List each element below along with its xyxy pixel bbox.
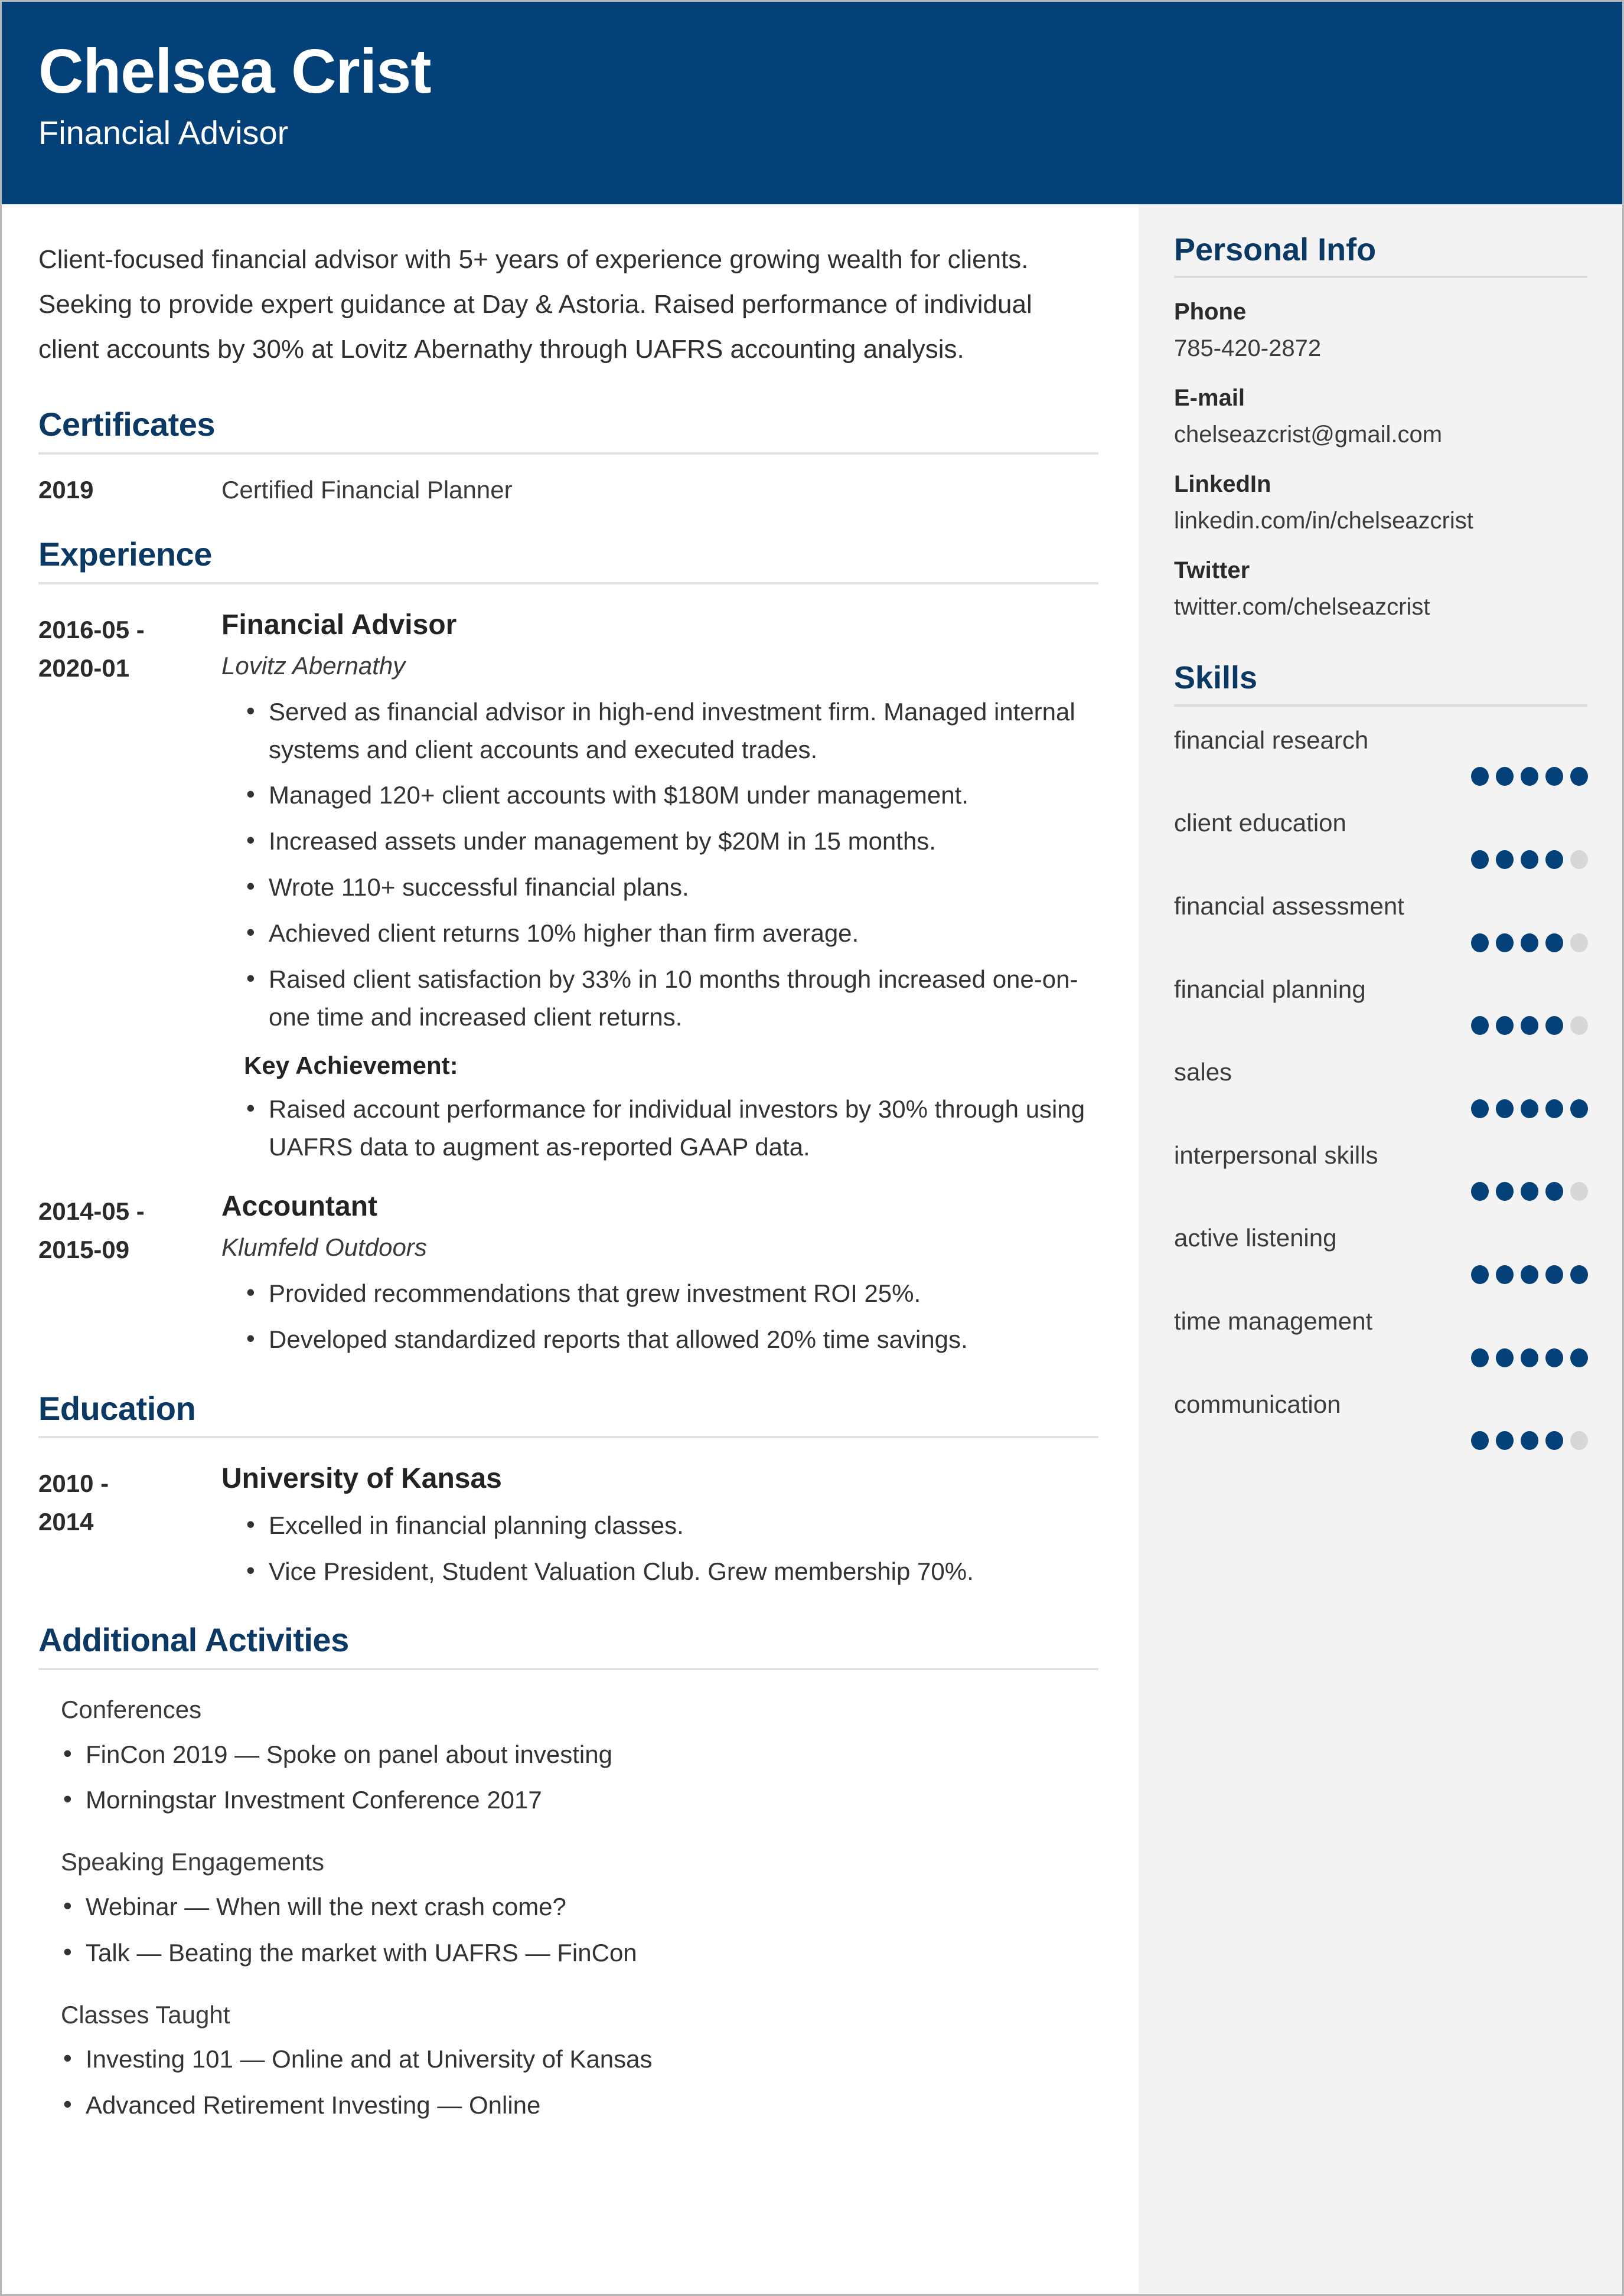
rating-dot-filled xyxy=(1471,1016,1489,1035)
section-divider xyxy=(38,1668,1098,1670)
section-title-experience: Experience xyxy=(38,535,212,573)
rating-dot-filled xyxy=(1471,1431,1489,1450)
info-value[interactable]: linkedin.com/in/chelseazcrist xyxy=(1174,508,1473,534)
list-item: • Served as financial advisor in high-end investment firm. Managed internal systems and client accounts and executed trades. xyxy=(244,693,1098,769)
rating-dot-filled xyxy=(1545,1182,1563,1201)
skill-name: active listening xyxy=(1174,1224,1337,1252)
rating-dot-filled xyxy=(1521,850,1538,869)
rating-dot-filled xyxy=(1496,767,1514,786)
info-label: E-mail xyxy=(1174,385,1245,411)
info-field-phone xyxy=(1174,296,1589,364)
activity-group-conferences xyxy=(38,1694,1098,1819)
skill-row xyxy=(1174,1056,1589,1118)
list-item: • Webinar — When will the next crash come? xyxy=(61,1888,1098,1926)
skill-rating xyxy=(1174,1016,1589,1035)
info-value[interactable]: twitter.com/chelseazcrist xyxy=(1174,594,1430,620)
rating-dot-filled xyxy=(1545,767,1563,786)
activity-group-speaking-engagements xyxy=(38,1846,1098,1971)
section-experience xyxy=(38,536,1098,1358)
company-name: Klumfeld Outdoors xyxy=(221,1233,427,1262)
skill-row xyxy=(1174,1389,1589,1451)
date-start: 2010 - xyxy=(38,1469,109,1498)
resume-body xyxy=(2,204,1624,2296)
education-dates xyxy=(38,1462,221,1590)
section-title-education: Education xyxy=(38,1389,196,1427)
activity-list xyxy=(61,1736,1098,1820)
rating-dot-filled xyxy=(1496,1265,1514,1284)
resume-header xyxy=(2,2,1624,204)
date-end: 2020-01 xyxy=(38,654,130,682)
rating-dot-filled xyxy=(1570,1099,1588,1118)
info-value[interactable]: 785-420-2872 xyxy=(1174,335,1322,362)
skill-name: client education xyxy=(1174,809,1346,837)
key-achievement-label: Key Achievement: xyxy=(244,1051,458,1080)
list-item: • Provided recommendations that grew investment ROI 25%. xyxy=(244,1275,1098,1312)
info-field-linkedin xyxy=(1174,468,1589,537)
rating-dot-filled xyxy=(1471,1182,1489,1201)
key-achievement-list xyxy=(221,1090,1098,1166)
rating-dot-filled xyxy=(1570,1265,1588,1284)
skill-row xyxy=(1174,890,1589,952)
rating-dot-filled xyxy=(1496,850,1514,869)
company-name: Lovitz Abernathy xyxy=(221,652,406,680)
experience-details xyxy=(221,608,1098,1166)
activity-group-label: Classes Taught xyxy=(61,2000,230,2029)
candidate-name: Chelsea Crist xyxy=(38,37,431,106)
list-item: • Raised client satisfaction by 33% in 10 months through increased one-on-one time and increased client returns. xyxy=(244,961,1098,1036)
candidate-job-title: Financial Advisor xyxy=(38,114,289,152)
section-education xyxy=(38,1390,1098,1590)
school-name: University of Kansas xyxy=(221,1463,502,1495)
rating-dot-filled xyxy=(1521,1265,1538,1284)
activity-list xyxy=(61,2040,1098,2124)
job-title: Accountant xyxy=(221,1190,377,1222)
skill-rating xyxy=(1174,767,1589,786)
rating-dot-filled xyxy=(1496,1348,1514,1367)
activity-group-classes-taught xyxy=(38,1999,1098,2124)
section-title-additional-activities: Additional Activities xyxy=(38,1621,349,1659)
skill-rating xyxy=(1174,1099,1589,1118)
skills-list xyxy=(1174,724,1589,1450)
list-item: • Talk — Beating the market with UAFRS — FinCon xyxy=(61,1934,1098,1972)
education-bullet-list xyxy=(221,1507,1098,1590)
rating-dot-filled xyxy=(1545,1016,1563,1035)
list-item: • Raised account performance for individual investors by 30% through using UAFRS data to augment as-reported GAAP data. xyxy=(244,1090,1098,1166)
skill-rating xyxy=(1174,1348,1589,1367)
skill-row xyxy=(1174,807,1589,869)
skill-rating xyxy=(1174,1265,1589,1284)
section-additional-activities xyxy=(38,1622,1098,2124)
rating-dot-empty xyxy=(1570,1016,1588,1035)
list-item: • Developed standardized reports that allowed 20% time savings. xyxy=(244,1321,1098,1358)
list-item: • Investing 101 — Online and at University of Kansas xyxy=(61,2040,1098,2078)
list-item: • Vice President, Student Valuation Club. Grew membership 70%. xyxy=(244,1553,1098,1590)
rating-dot-filled xyxy=(1521,1099,1538,1118)
rating-dot-filled xyxy=(1496,1099,1514,1118)
skill-name: financial assessment xyxy=(1174,891,1404,920)
sidebar-title-skills: Skills xyxy=(1174,660,1258,696)
rating-dot-filled xyxy=(1521,1016,1538,1035)
sidebar-section-skills xyxy=(1174,661,1589,1450)
info-value[interactable]: chelseazcrist@gmail.com xyxy=(1174,422,1443,448)
skill-name: financial research xyxy=(1174,726,1369,754)
sidebar-divider xyxy=(1174,276,1587,278)
skill-name: financial planning xyxy=(1174,975,1366,1003)
experience-details xyxy=(221,1190,1098,1358)
education-entry xyxy=(38,1462,1098,1590)
rating-dot-filled xyxy=(1496,1016,1514,1035)
skill-row xyxy=(1174,1222,1589,1284)
list-item: • FinCon 2019 — Spoke on panel about investing xyxy=(61,1736,1098,1774)
rating-dot-empty xyxy=(1570,1182,1588,1201)
info-label: LinkedIn xyxy=(1174,471,1271,498)
skill-name: sales xyxy=(1174,1058,1232,1086)
rating-dot-filled xyxy=(1496,1182,1514,1201)
skill-row xyxy=(1174,1139,1589,1201)
rating-dot-filled xyxy=(1471,1265,1489,1284)
job-bullet-list xyxy=(221,1275,1098,1358)
list-item: • Increased assets under management by $20M in 15 months. xyxy=(244,822,1098,860)
section-certificates xyxy=(38,406,1098,504)
activity-list xyxy=(61,1888,1098,1972)
activity-group-label: Conferences xyxy=(61,1696,202,1724)
sidebar-title-personal-info: Personal Info xyxy=(1174,232,1377,267)
info-label: Twitter xyxy=(1174,557,1250,584)
skill-rating xyxy=(1174,850,1589,869)
rating-dot-filled xyxy=(1570,767,1588,786)
main-column xyxy=(2,204,1139,2296)
rating-dot-filled xyxy=(1471,1348,1489,1367)
rating-dot-empty xyxy=(1570,933,1588,952)
info-label: Phone xyxy=(1174,299,1247,325)
section-divider xyxy=(38,582,1098,584)
experience-dates xyxy=(38,608,221,1166)
experience-entry xyxy=(38,608,1098,1166)
rating-dot-filled xyxy=(1471,933,1489,952)
rating-dot-empty xyxy=(1570,1431,1588,1450)
certificate-year: 2019 xyxy=(38,475,94,504)
date-end: 2015-09 xyxy=(38,1235,130,1263)
info-field-email xyxy=(1174,382,1589,450)
rating-dot-filled xyxy=(1471,1099,1489,1118)
rating-dot-filled xyxy=(1545,1099,1563,1118)
rating-dot-filled xyxy=(1545,1265,1563,1284)
list-item: • Managed 120+ client accounts with $180M under management. xyxy=(244,776,1098,814)
sidebar xyxy=(1139,204,1624,2296)
skill-rating xyxy=(1174,933,1589,952)
rating-dot-filled xyxy=(1570,1348,1588,1367)
experience-dates xyxy=(38,1190,221,1358)
sidebar-section-personal-info xyxy=(1174,233,1589,623)
rating-dot-empty xyxy=(1570,850,1588,869)
education-details xyxy=(221,1462,1098,1590)
skill-rating xyxy=(1174,1431,1589,1450)
rating-dot-filled xyxy=(1521,1348,1538,1367)
professional-summary: Client-focused financial advisor with 5+ years of experience growing wealth for clients. Seeking to provide expert guidance at Day & Astoria. Raised performance of individual client accounts by 30% at Lovitz Abernathy through UAFRS accounting analysis. xyxy=(38,245,1032,364)
skill-rating xyxy=(1174,1182,1589,1201)
date-start: 2016-05 - xyxy=(38,615,145,644)
rating-dot-filled xyxy=(1496,933,1514,952)
section-title-certificates: Certificates xyxy=(38,406,216,443)
section-divider xyxy=(38,452,1098,455)
section-divider xyxy=(38,1436,1098,1438)
experience-entry xyxy=(38,1190,1098,1358)
job-bullet-list xyxy=(221,693,1098,1036)
sidebar-divider xyxy=(1174,704,1587,707)
date-end: 2014 xyxy=(38,1508,94,1536)
rating-dot-filled xyxy=(1545,933,1563,952)
skill-name: time management xyxy=(1174,1307,1373,1335)
rating-dot-filled xyxy=(1545,850,1563,869)
skill-row xyxy=(1174,724,1589,786)
list-item: • Advanced Retirement Investing — Online xyxy=(61,2086,1098,2124)
list-item: • Excelled in financial planning classes. xyxy=(244,1507,1098,1544)
rating-dot-filled xyxy=(1496,1431,1514,1450)
list-item: • Wrote 110+ successful financial plans. xyxy=(244,868,1098,906)
rating-dot-filled xyxy=(1521,1431,1538,1450)
skill-name: communication xyxy=(1174,1390,1341,1418)
rating-dot-filled xyxy=(1471,850,1489,869)
rating-dot-filled xyxy=(1545,1348,1563,1367)
date-start: 2014-05 - xyxy=(38,1197,145,1225)
list-item: • Achieved client returns 10% higher than firm average. xyxy=(244,915,1098,952)
certificate-name: Certified Financial Planner xyxy=(221,475,513,504)
activity-group-label: Speaking Engagements xyxy=(61,1848,324,1876)
rating-dot-filled xyxy=(1521,767,1538,786)
skill-name: interpersonal skills xyxy=(1174,1141,1378,1169)
skill-row xyxy=(1174,974,1589,1036)
info-field-twitter xyxy=(1174,554,1589,623)
list-item: • Morningstar Investment Conference 2017 xyxy=(61,1781,1098,1819)
certificate-row xyxy=(38,476,1098,504)
skill-row xyxy=(1174,1305,1589,1367)
rating-dot-filled xyxy=(1545,1431,1563,1450)
rating-dot-filled xyxy=(1471,767,1489,786)
rating-dot-filled xyxy=(1521,933,1538,952)
rating-dot-filled xyxy=(1521,1182,1538,1201)
job-title: Financial Advisor xyxy=(221,609,457,641)
